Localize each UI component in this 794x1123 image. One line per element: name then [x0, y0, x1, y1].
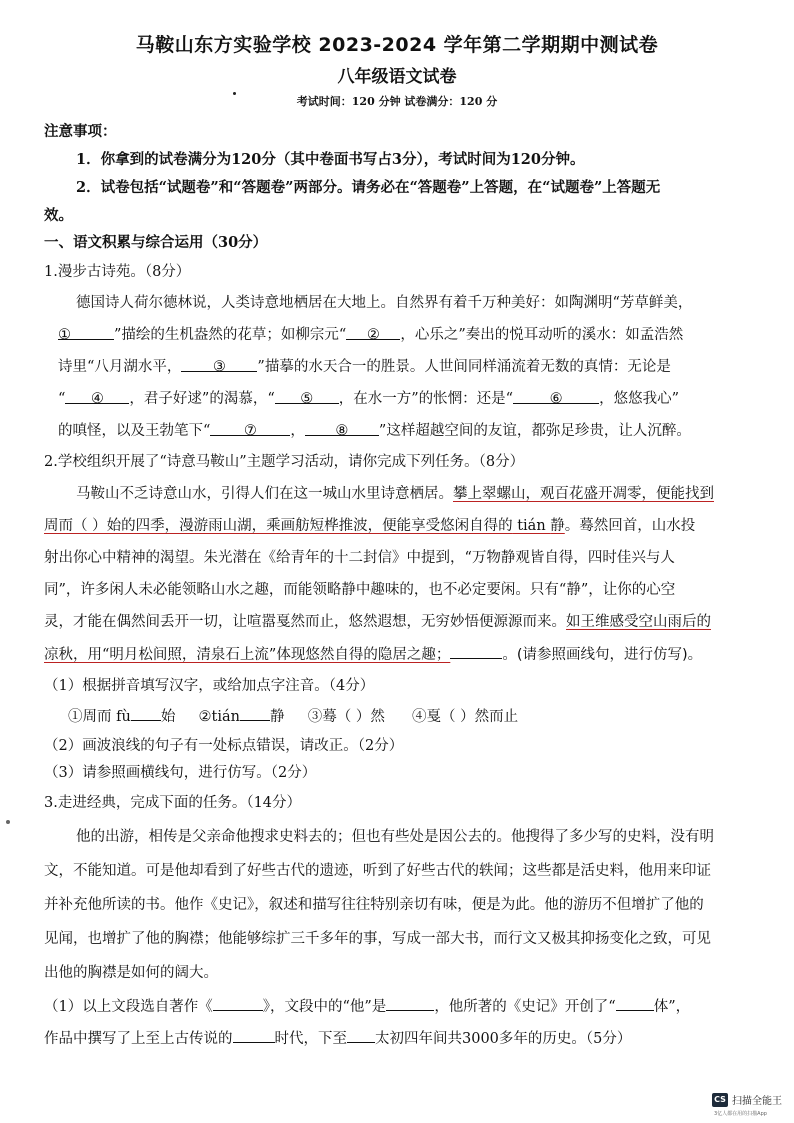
- q3-para-line-3: 并补充他所读的书。他作《史记》，叙述和描写往往特别亲切有味，便是为此。他的游历不但增扩了他的: [44, 897, 704, 913]
- blank-7[interactable]: ⑦: [210, 421, 290, 436]
- q1-line-1: 德国诗人荷尔德林说，人类诗意地栖居在大地上。自然界有着千万种美好：如陶渊明“芳草鲜美，: [76, 295, 693, 311]
- scan-speck: [6, 820, 10, 824]
- scanner-logo-icon: CS: [712, 1093, 728, 1107]
- q3-para-line-1: 他的出游，相传是父亲命他搜求史料去的；但也有些处是因公去的。他搜得了多少写的史料，没有明: [76, 829, 714, 845]
- q2-para-line-6: 凉秋，用“明月松间照，清泉石上流”体现悠然自得的隐居之趣； 。(请参照画线句，进行仿写)。: [44, 644, 780, 665]
- q2-task-1: （1）根据拼音填写汉字，或给加点字注音。（4分）: [44, 678, 375, 694]
- blank-8[interactable]: ⑧: [305, 421, 379, 436]
- q2-para-line-2: 周而（ ）始的四季，漫游雨山湖，乘画舫短桦推波，便能享受悠闲自得的 tián 静。蓦然回首，山水投: [44, 518, 696, 534]
- q2-para-line-1: 马鞍山不乏诗意山水，引得人们在这一城山水里诗意栖居。攀上翠螺山，观百花盛开凋零，便能找到: [76, 486, 714, 502]
- blank-5[interactable]: ⑤: [275, 389, 339, 404]
- q2-task-2: （2）画波浪线的句子有一处标点错误，请改正。（2分）: [44, 738, 404, 754]
- q3-title: 3.走进经典，完成下面的任务。（14分）: [44, 795, 302, 811]
- notice-heading: 注意事项：: [44, 123, 117, 140]
- q2-para-line-4: 同”，许多闲人未必能领略山水之趣，而能领略静中趣味的，也不必定要闲。只有“静”，让你的心空: [44, 582, 676, 598]
- q3-para-line-5: 出他的胸襟是如何的阔大。: [44, 965, 218, 981]
- q2-task-1-options: ①周而 fù 始 ②tián 静 ③蓦（ ）然 ④戛（ ）然而止: [68, 706, 794, 727]
- scanner-tagline: 3亿人都在用的扫描App: [714, 1111, 767, 1117]
- q2-task-3: （3）请参照画横线句，进行仿写。（2分）: [44, 765, 317, 781]
- blank-author[interactable]: [386, 996, 434, 1011]
- q3-para-line-4: 见闻，也增扩了他的胸襟；他能够综扩三千多年的事，写成一部大书，而行文又极其抑扬变化之致，可见: [44, 931, 711, 947]
- scanner-watermark: [712, 1091, 792, 1119]
- q1-title: 1.漫步古诗苑。（8分）: [44, 264, 191, 280]
- scanner-name: 扫描全能王: [732, 1096, 782, 1107]
- q2-para-line-3: 射出你心中精神的渴望。朱光潜在《给青年的十二封信》中提到，“万物静观皆自得，四时佳兴与人: [44, 550, 675, 566]
- blank-tian[interactable]: [240, 706, 270, 721]
- blank-6[interactable]: ⑥: [513, 389, 599, 404]
- q3-subquestion-1: （1）以上文段选自著作《 》，文段中的“他”是 ，他所著的《史记》开创了“ 体”，: [44, 996, 780, 1017]
- blank-book[interactable]: [213, 996, 263, 1011]
- q1-line-4: “ ④ ，君子好逑”的渴慕，“ ⑤ ，在水一方”的怅惘：还是“ ⑥ ，悠悠我心”: [58, 391, 679, 407]
- exam-title: 马鞍山东方实验学校 2023-2024 学年第二学期期中测试卷: [135, 34, 659, 56]
- q1-line-3: 诗里“八月湖水平， ③ ”描摹的水天合一的胜景。人世间同样涌流着无数的真情：无论是: [58, 359, 671, 375]
- notice-item-1: 1．你拿到的试卷满分为120分（其中卷面书写占3分），考试时间为120分钟。: [76, 151, 585, 168]
- q3-subquestion-1-cont: 作品中撰写了上至上古传说的 时代，下至 太初四年间共3000多年的历史。（5分）: [44, 1028, 780, 1049]
- section-1-heading: 一、语文积累与综合运用（30分）: [44, 234, 268, 251]
- q1-line-5: 的嗔怪，以及王勃笔下“ ⑦ ， ⑧ ”这样超越空间的友谊，都弥足珍贵，让人沉醉。: [58, 423, 691, 439]
- blank-era[interactable]: [233, 1028, 275, 1043]
- q3-para-line-2: 文，不能知道。可是他却看到了好些古代的遗迹，听到了好些古代的轶闻；这些都是活史料，他用来印证: [44, 863, 711, 879]
- blank-3[interactable]: ③: [181, 357, 257, 372]
- notice-item-2-cont: 效。: [44, 207, 73, 224]
- blank-style[interactable]: [616, 996, 654, 1011]
- blank-1[interactable]: ①: [58, 325, 114, 340]
- q2-title: 2.学校组织开展了“诗意马鞍山”主题学习活动，请你完成下列任务。（8分）: [44, 454, 525, 470]
- notice-item-2: 2．试卷包括“试题卷”和“答题卷”两部分。请务必在“答题卷”上答题，在“试题卷”上答题无: [76, 179, 661, 196]
- blank-4[interactable]: ④: [65, 389, 129, 404]
- blank-emperor[interactable]: [347, 1028, 375, 1043]
- blank-2[interactable]: ②: [346, 325, 400, 340]
- q2-para-line-5: 灵，才能在偶然间丢开一切，让喧嚣戛然而止，悠然遐想，无穷妙悟便源源而来。如王维感受空山雨后的: [44, 614, 711, 630]
- q1-line-2: ① ”描绘的生机盎然的花草；如柳宗元“ ② ，心乐之”奏出的悦耳动听的溪水：如孟浩然: [58, 327, 684, 343]
- exam-subtitle: 八年级语文试卷: [337, 67, 457, 87]
- blank-fu[interactable]: [131, 706, 161, 721]
- exam-meta: 考试时间：120 分钟 试卷满分：120 分: [296, 95, 498, 108]
- imitation-blank[interactable]: [450, 644, 502, 659]
